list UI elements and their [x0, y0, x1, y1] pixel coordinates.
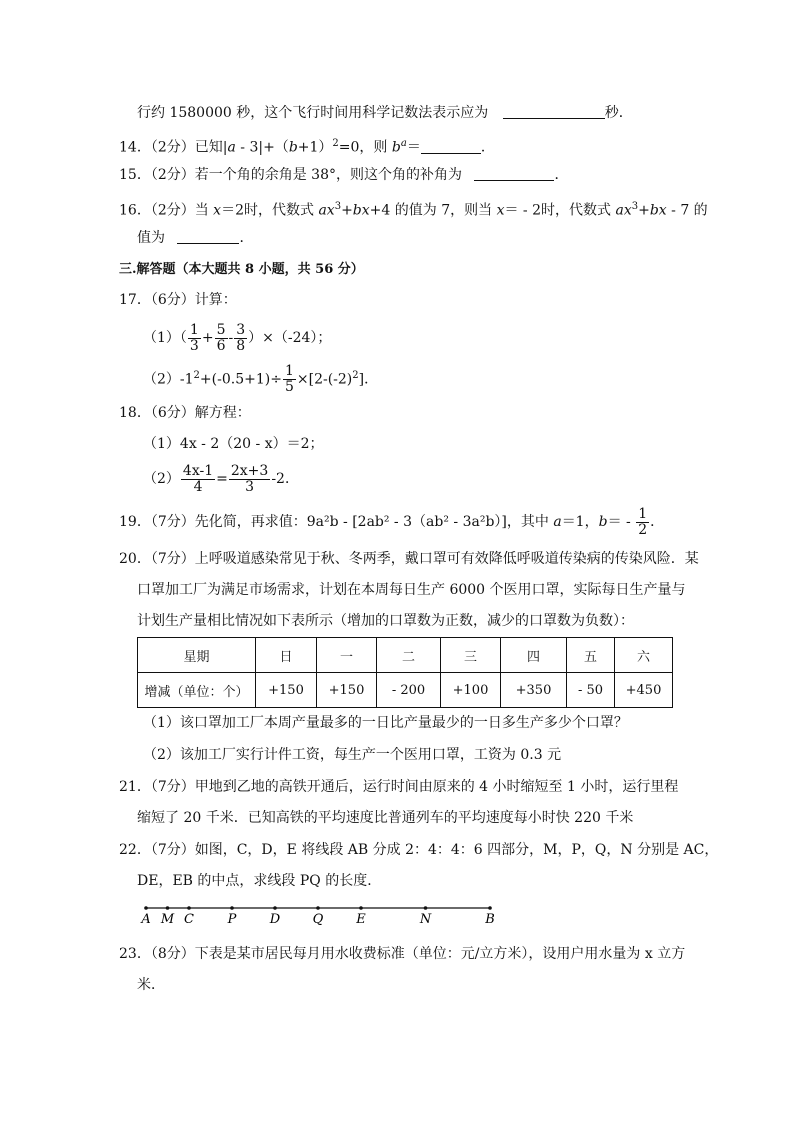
table-header-row — [138, 638, 673, 673]
question-18-part2: （2） $\frac{4x-1}{4}$ = $\frac{2x+3}{3}$ -2． — [143, 462, 299, 495]
point-c — [187, 906, 191, 910]
point-label-a: A — [141, 912, 151, 927]
table-cell: +150 — [317, 673, 377, 708]
point-label-q: Q — [312, 912, 324, 927]
point-label-d: D — [269, 912, 281, 927]
question-16-line1: 16．（2分）当 x＝2时，代数式 $ax^3+bx+4$ 的值为 7，则当 x＝ - 2时，代数式 $ax^3+bx - 7$ 的 — [119, 201, 708, 219]
point-n — [424, 906, 428, 910]
segment-diagram — [143, 905, 493, 925]
table-cell: 星期 — [138, 638, 256, 673]
table-cell: 五 — [567, 638, 615, 673]
question-17-part1: （1）（ $\frac{1}{3}$ + $\frac{5}{6}$ - $\frac{3}{8}$ ）×（-24）； — [143, 321, 332, 354]
table-cell: 二 — [377, 638, 441, 673]
table-cell: 四 — [501, 638, 567, 673]
question-16-line2: 值为 ． — [137, 230, 254, 246]
production-table — [137, 637, 673, 708]
point-label-b: B — [485, 912, 495, 927]
table-cell: 日 — [256, 638, 317, 673]
point-b — [488, 906, 492, 910]
point-p — [230, 906, 234, 910]
question-22-line2: DE，EB 的中点，求线段 PQ 的长度． — [137, 873, 382, 889]
point-d — [273, 906, 277, 910]
answer-blank[interactable] — [474, 166, 554, 181]
table-cell: +350 — [501, 673, 567, 708]
table-cell: - 50 — [567, 673, 615, 708]
table-cell: +450 — [615, 673, 673, 708]
point-q — [316, 906, 320, 910]
table-cell: +100 — [441, 673, 501, 708]
table-cell: +150 — [256, 673, 317, 708]
question-20-sub2: （2）该加工厂实行计件工资，每生产一个医用口罩，工资为 0.3 元 — [143, 747, 562, 763]
question-20-line3: 计划生产量相比情况如下表所示（增加的口罩数为正数，减少的口罩数为负数）： — [137, 613, 634, 629]
question-20-sub1: （1）该口罩加工厂本周产量最多的一日比产量最少的一日多生产多少个口罩？ — [143, 715, 628, 731]
point-label-e: E — [356, 912, 366, 927]
question-15: 15．（2分）若一个角的余角是 38°，则这个角的补角为 ． — [119, 167, 569, 183]
question-17-head: 17．（6分）计算： — [119, 292, 237, 308]
question-21-line2: 缩短了 20 千米．已知高铁的平均速度比普通列车的平均速度每小时快 220 千米 — [137, 810, 634, 826]
point-label-c: C — [184, 912, 194, 927]
question-23-line1: 23．（8分）下表是某市居民每月用水收费标准（单位：元/立方米），设用户用水量为 x 立方 — [119, 946, 686, 962]
question-21-line1: 21．（7分）甲地到乙地的高铁开通后，运行时间由原来的 4 小时缩短至 1 小时，运行里程 — [119, 779, 679, 795]
table-cell: 增减（单位：个） — [138, 673, 256, 708]
question-22-line1: 22．（7分）如图，C，D，E 将线段 AB 分成 2：4：4：6 四部分，M，P，Q，N 分别是 AC， — [119, 842, 719, 858]
answer-blank[interactable] — [421, 139, 481, 154]
question-23-line2: 米． — [137, 977, 165, 993]
question-14: 14．（2分）已知$|a - 3|+(b+1)^2=0$，则 $b^a=$ ． — [119, 138, 495, 156]
answer-blank[interactable] — [503, 104, 605, 119]
q13-tail: 行约 1580000 秒，这个飞行时间用科学记数法表示应为 秒． — [137, 105, 633, 121]
question-19: 19．（7分）先化简，再求值：9a²b - [2ab² - 3（ab² - 3a²b）]，其中 a＝1，b＝ - $\frac{1}{2}$ ． — [119, 505, 665, 538]
point-label-n: N — [419, 912, 432, 927]
table-cell: 六 — [615, 638, 673, 673]
table-cell: 一 — [317, 638, 377, 673]
section-heading: 三.解答题（本大题共 8 小题，共 56 分） — [119, 262, 364, 277]
question-20-line2: 口罩加工厂为满足市场需求，计划在本周每日生产 6000 个医用口罩，实际每日生产量与 — [137, 582, 686, 598]
table-cell: 三 — [441, 638, 501, 673]
table-cell: - 200 — [377, 673, 441, 708]
point-m — [166, 906, 170, 910]
point-label-m: M — [160, 912, 175, 927]
question-18-head: 18．（6分）解方程： — [119, 405, 251, 421]
question-18-part1: （1）4x - 2（20 - x）＝2； — [143, 436, 324, 452]
point-e — [359, 906, 363, 910]
question-20-line1: 20．（7分）上呼吸道感染常见于秋、冬两季，戴口罩可有效降低呼吸道传染病的传染风险．某 — [119, 551, 699, 567]
question-17-part2: $(2)-1^2+(-0.5+1)\div$ $\frac{1}{5}$ $\times[2-(-2)^2]$． — [143, 363, 379, 396]
point-label-p: P — [227, 912, 237, 927]
table-row — [138, 673, 673, 708]
answer-blank[interactable] — [177, 229, 239, 244]
point-a — [144, 906, 148, 910]
